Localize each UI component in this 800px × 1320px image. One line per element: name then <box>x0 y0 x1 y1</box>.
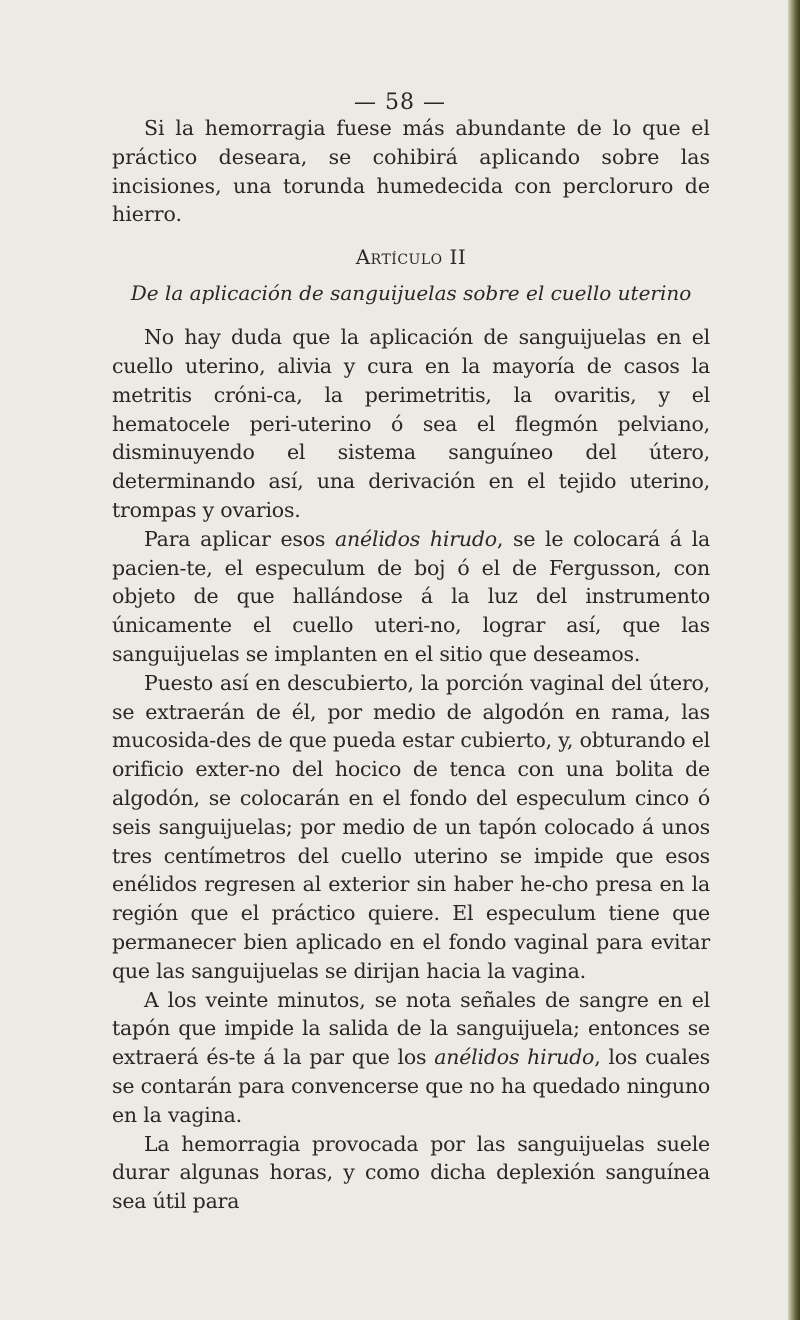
text-run: , los cuales se contarán para convencerse que no ha quedado ninguno en la vagina. <box>112 1045 710 1127</box>
page-number: — 58 — <box>354 90 446 115</box>
paragraph-twenty-minutes <box>112 986 710 1130</box>
text-run: A los veinte minutos, se nota señales de sangre en el tapón que impide la salida de la sanguijuela; entonces se extraerá és-te á la par que los <box>112 987 710 1070</box>
text-run: Para aplicar esos <box>144 526 335 551</box>
paragraph-benefits: No hay duda que la aplicación de sanguijuelas en el cuello uterino, alivia y cura en la mayoría de casos la metritis cróni-ca, la perimetritis, la ovaritis, y el hematocele peri-uterino ó sea el flegmón pelviano, disminuyendo el sistema sanguíneo del útero, determinando así, una derivación en el tejido uterino, trompas y ovarios. <box>112 325 710 522</box>
paragraph-bleeding-duration: La hemorragia provocada por las sanguijuelas suele durar algunas horas, y como dicha deplexión sanguínea sea útil para <box>112 1131 710 1214</box>
paragraph-hemorrhage: Si la hemorragia fuese más abundante de lo que el práctico deseara, se cohibirá aplicando sobre las incisiones, una torunda humedecida con percloruro de hierro. <box>112 116 710 227</box>
text-run: , se le colocará á la pacien-te, el especulum de boj ó el de Fergusson, con objeto de que hallándose á la luz del instrumento únicamente el cuello uteri-no, lograr así, que las sanguijuelas se implanten en el sitio que deseamos. <box>112 526 710 666</box>
article-heading: Artículo II <box>355 245 467 270</box>
page-content <box>112 114 710 1216</box>
italic-term: anélidos hirudo <box>335 526 497 551</box>
section-title: De la aplicación de sanguijuelas sobre el cuello uterino <box>130 281 692 306</box>
paragraph-procedure: Puesto así en descubierto, la porción vaginal del útero, se extraerán de él, por medio de algodón en rama, las mucosida-des de que pueda estar cubierto, y, obturando el orificio exter-no del hocico de tenca con una bolita de algodón, se colocarán en el fondo del especulum cinco ó seis sanguijuelas; por medio de un tapón colocado á unos tres centímetros del cuello uterino se impide que esos enélidos regresen al exterior sin haber he-cho presa en la región que el práctico quiere. El especulum tiene que permanecer bien aplicado en el fondo vaginal para evitar que las sanguijuelas se dirijan hacia la vagina. <box>112 670 710 983</box>
page-edge-shadow <box>788 0 800 1320</box>
italic-term: anélidos hirudo <box>434 1045 595 1070</box>
paragraph-application <box>112 525 710 669</box>
